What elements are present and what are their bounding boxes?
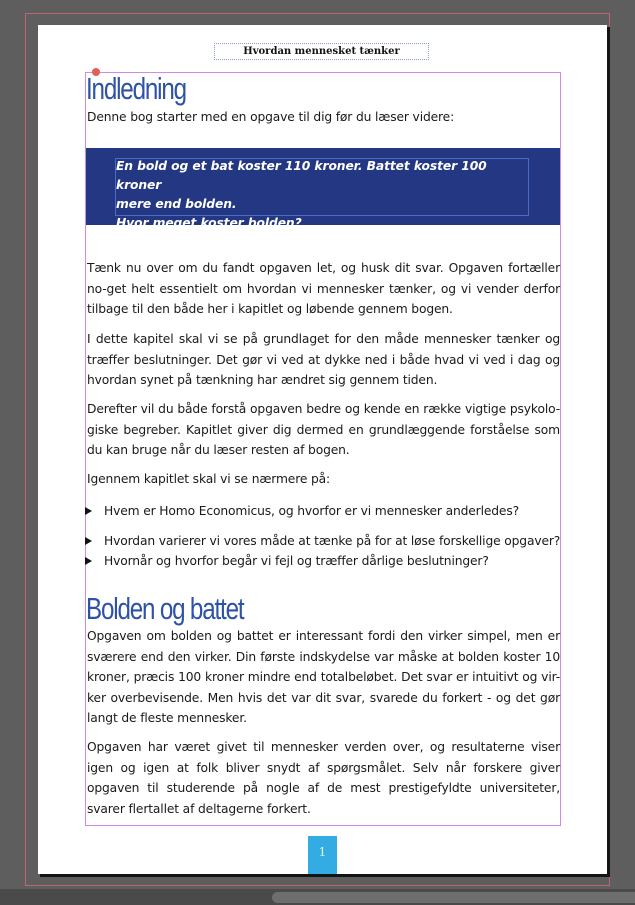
body-paragraph: Opgaven har været givet til mennesker verden over, og resultaterne viser igen og igen at folk bliver snydt af spørgsmålet. Selv når forskere giver opgaven til studerende på nogle af de mest prestigefyldte universiteter, svarer flertallet af deltagerne forkert. [87, 740, 560, 816]
callout-line: En bold og et bat koster 110 kroner. Battet koster 100 kroner [116, 159, 487, 192]
bullet-triangle-icon [85, 557, 92, 565]
bullet-text: Hvordan varierer vi vores måde at tænke på for at løse forskellige opgaver? [104, 534, 561, 548]
section-heading-indledning: Indledning [86, 71, 186, 106]
body-paragraph: Igennem kapitlet skal vi se nærmere på: [87, 472, 331, 486]
body-paragraph: Derefter vil du både forstå opgaven bedre og kende en række vigtige psykolo-giske begreber. Kapitlet giver dig dermed en grundlæggende forståelse som du kan bruge når du læser resten af bogen. [87, 402, 560, 457]
bullet-text: Hvornår og hvorfor begår vi fejl og træffer dårlige beslutninger? [104, 554, 489, 568]
body-paragraph: Opgaven om bolden og battet er interessant fordi den virker simpel, men er sværere end den virker. Din første indskydelse var måske at bolden koster 10 kroner, præcis 100 kroner mindre end totalbeløbet. Det svar er intuitivt og vir-ker overbevisende. Men hvis det var dit svar, svarede du forkert - og det gør langt de fleste mennesker. [87, 629, 560, 725]
callout-line: Hvor meget koster bolden? [116, 216, 302, 230]
bullet-triangle-icon [85, 537, 92, 545]
bullet-triangle-icon [85, 507, 92, 515]
scrollbar-thumb[interactable] [272, 892, 635, 903]
intro-paragraph: Denne bog starter med en opgave til dig før du læser videre: [87, 110, 455, 124]
callout-line: mere end bolden. [116, 197, 237, 211]
bullet-text: Hvem er Homo Economicus, og hvorfor er vi mennesker anderledes? [104, 504, 519, 518]
page-number-marker[interactable]: 1 [308, 836, 337, 874]
body-paragraph: Tænk nu over om du fandt opgaven let, og husk dit svar. Opgaven fortæller no-get helt essentielt om hvordan vi mennesker tænker, og vi vender derfor tilbage til den både her i kapitlet og løbende gennem bogen. [87, 261, 560, 316]
callout-box [86, 148, 560, 230]
running-header-frame[interactable] [214, 43, 429, 60]
body-paragraph: I dette kapitel skal vi se på grundlaget for den måde mennesker tænker og træffer beslutninger. Det gør vi ved at dykke ned i både hvad vi ved i dag og hvordan synet på tænkning har ændret sig gennem tiden. [87, 332, 560, 387]
callout-text [116, 157, 536, 233]
section-heading-bolden-og-battet: Bolden og battet [86, 591, 244, 626]
running-header-text: Hvordan mennesket tænker [243, 46, 400, 57]
